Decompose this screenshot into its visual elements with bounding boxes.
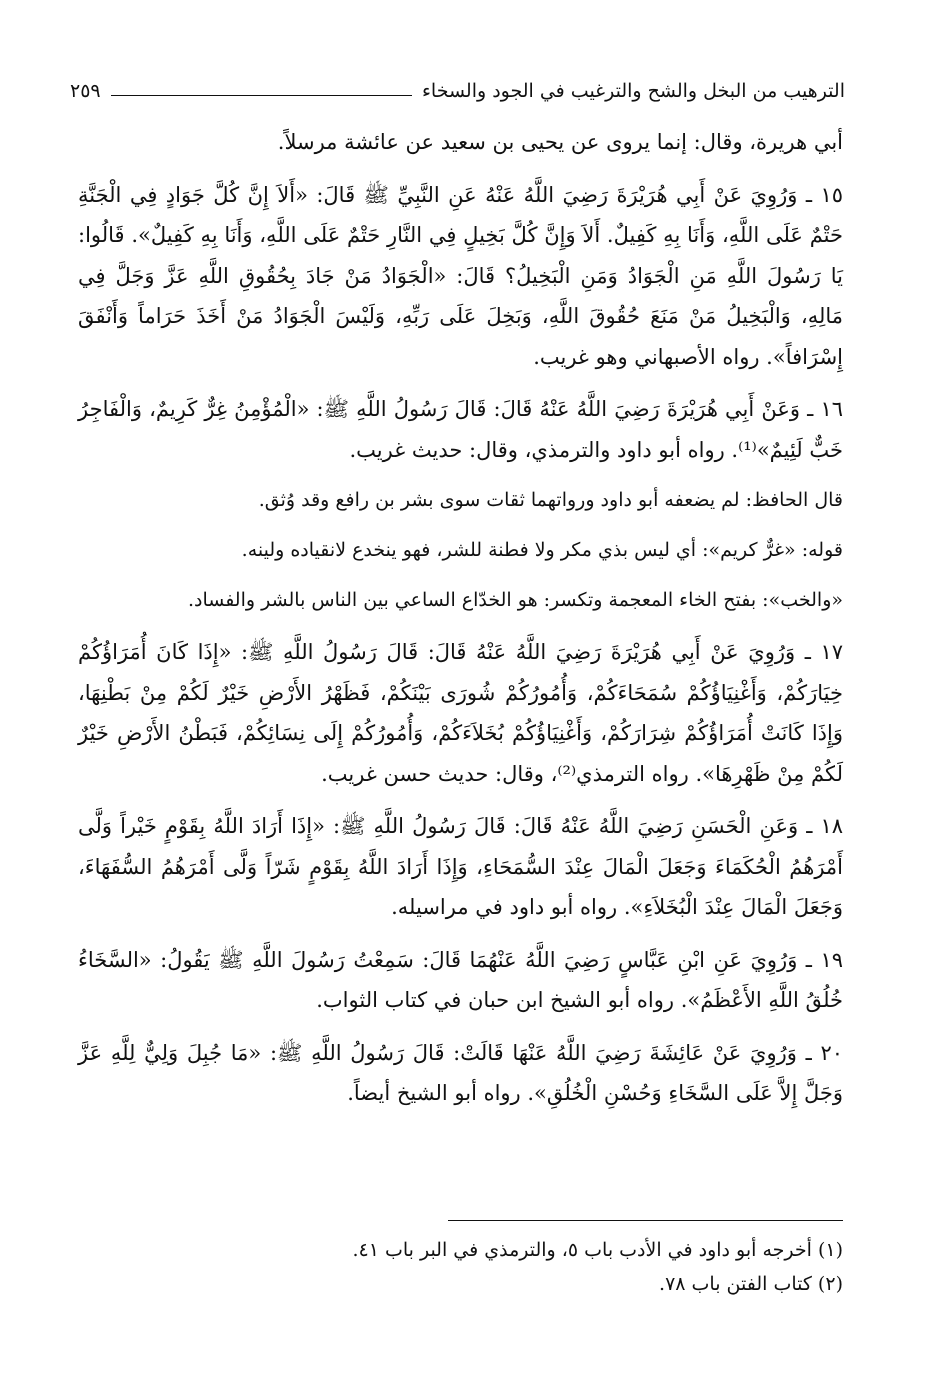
header-title: الترهيب من البخل والشح والترغيب في الجود والسخاء xyxy=(421,80,845,102)
running-header xyxy=(70,72,845,102)
footnote-rule xyxy=(448,1220,843,1221)
header-rule xyxy=(111,95,412,96)
commentary-note: قال الحافظ: لم يضعفه أبو داود ورواتهما ثقات سوى بشر بن رافع وقد وُثق. xyxy=(258,489,843,511)
page-body xyxy=(78,122,843,1114)
hadith-18: ١٨ ـ وَعَنِ الْحَسَنِ رَضِيَ اللَّهُ عَنْهُ قَالَ: قَالَ رَسُولُ اللَّهِ ﷺ: «إِذَا أَرَادَ اللَّهُ بِقَوْمٍ خَيْراً وَلَّى أَمْرَهُمُ الْحُكَمَاءَ وَجَعَلَ الْمَالَ عِنْدَ السُّمَحَاءِ، وَإِذَا أَرَادَ اللَّهُ بِقَوْمٍ شَرّاً وَلَّى أَمْرَهُمُ السُّفَهَاءَ، وَجَعَلَ الْمَالَ عِنْدَ الْبُخَلاَءِ». رواه أبو داود في مراسيله. xyxy=(78,814,843,919)
hadith-17: ١٧ ـ وَرُوِيَ عَنْ أَبِي هُرَيْرَةَ رَضِيَ اللَّهُ عَنْهُ قَالَ: قَالَ رَسُولُ اللَّهِ ﷺ: «إِذَا كَانَ أُمَرَاؤُكُمْ خِيَارَكُمْ، وَأَغْنِيَاؤُكُمْ سُمَحَاءَكُمْ، وَأُمُورُكُمْ شُورَى بَيْنَكُمْ، فَظَهْرُ الأَرْضِ خَيْرٌ لَكُمْ مِنْ بَطْنِهَا، وَإِذَا كَانَتْ أُمَرَاؤُكُمْ شِرَارَكُمْ، وَأَغْنِيَاؤُكُمْ بُخَلاَءَكُمْ، وَأُمُورُكُمْ إِلَى نِسَائِكُمْ، فَبَطْنُ الأَرْضِ خَيْرٌ لَكُمْ مِنْ ظَهْرِهَا». رواه الترمذي⁽²⁾، وقال: حديث حسن غريب. xyxy=(78,640,843,786)
hadith-20: ٢٠ ـ وَرُوِيَ عَنْ عَائِشَةَ رَضِيَ اللَّهُ عَنْهَا قَالَتْ: قَالَ رَسُولُ اللَّهِ ﷺ: «مَا جُبِلَ وَلِيٌّ لِلَّهِ عَزَّ وَجَلَّ إِلاَّ عَلَى السَّخَاءِ وَحُسْنِ الْخُلُقِ». رواه أبو الشيخ أيضاً. xyxy=(78,1040,843,1105)
hadith-19: ١٩ ـ وَرُوِيَ عَنِ ابْنِ عَبَّاسٍ رَضِيَ اللَّهُ عَنْهُمَا قَالَ: سَمِعْتُ رَسُولَ اللَّهِ ﷺ يَقُولُ: «السَّخَاءُ خُلُقُ اللَّهِ الأَعْظَمُ». رواه أبو الشيخ ابن حبان في كتاب الثواب. xyxy=(78,947,843,1012)
commentary-note: قوله: «غرٌّ كريم»: أي ليس بذي مكر ولا فطنة للشر، فهو ينخدع لانقياده ولينه. xyxy=(241,539,843,561)
footnote-2: (٢) كتاب الفتن باب ٧٨. xyxy=(659,1273,843,1295)
commentary-note: «والخب»: بفتح الخاء المعجمة وتكسر: هو الخدّاع الساعي بين الناس بالشر والفساد. xyxy=(187,589,843,611)
paragraph: أبي هريرة، وقال: إنما يروى عن يحيى بن سعيد عن عائشة مرسلاً. xyxy=(277,130,843,154)
page-number: ٢٥٩ xyxy=(70,80,101,102)
hadith-15: ١٥ ـ وَرُوِيَ عَنْ أَبِي هُرَيْرَةَ رَضِيَ اللَّهُ عَنْهُ عَنِ النَّبِيِّ ﷺ قَالَ: «أَلاَ إِنَّ كُلَّ جَوَادٍ فِي الْجَنَّةِ حَتْمٌ عَلَى اللَّهِ، وَأَنَا بِهِ كَفِيلٌ. أَلاَ وَإِنَّ كُلَّ بَخِيلٍ فِي النَّارِ حَتْمٌ عَلَى اللَّهِ، وَأَنَا بِهِ كَفِيلٌ». قَالُوا: يَا رَسُولَ اللَّهِ مَنِ الْجَوَادُ وَمَنِ الْبَخِيلُ؟ قَالَ: «الْجَوَادُ مَنْ جَادَ بِحُقُوقِ اللَّهِ عَزَّ وَجَلَّ فِي مَالِهِ، وَالْبَخِيلُ مَنْ مَنَعَ حُقُوقَ اللَّهِ، وَبَخِلَ عَلَى رَبِّهِ، وَلَيْسَ الْجَوَادُ مَنْ أَخَذَ حَرَاماً وَأَنْفَقَ إِسْرَافاً». رواه الأصبهاني وهو غريب. xyxy=(78,182,843,369)
hadith-16: ١٦ ـ وَعَنْ أَبِي هُرَيْرَةَ رَضِيَ اللَّهُ عَنْهُ قَالَ: قَالَ رَسُولُ اللَّهِ ﷺ: «الْمُؤْمِنُ غِرٌّ كَرِيمٌ، وَالْفَاجِرُ خَبٌّ لَئِيمٌ»⁽¹⁾. رواه أبو داود والترمذي، وقال: حديث غريب. xyxy=(78,397,843,462)
footnote-1: (١) أخرجه أبو داود في الأدب باب ٥، والترمذي في البر باب ٤١. xyxy=(352,1239,843,1261)
footnotes xyxy=(78,1220,843,1301)
